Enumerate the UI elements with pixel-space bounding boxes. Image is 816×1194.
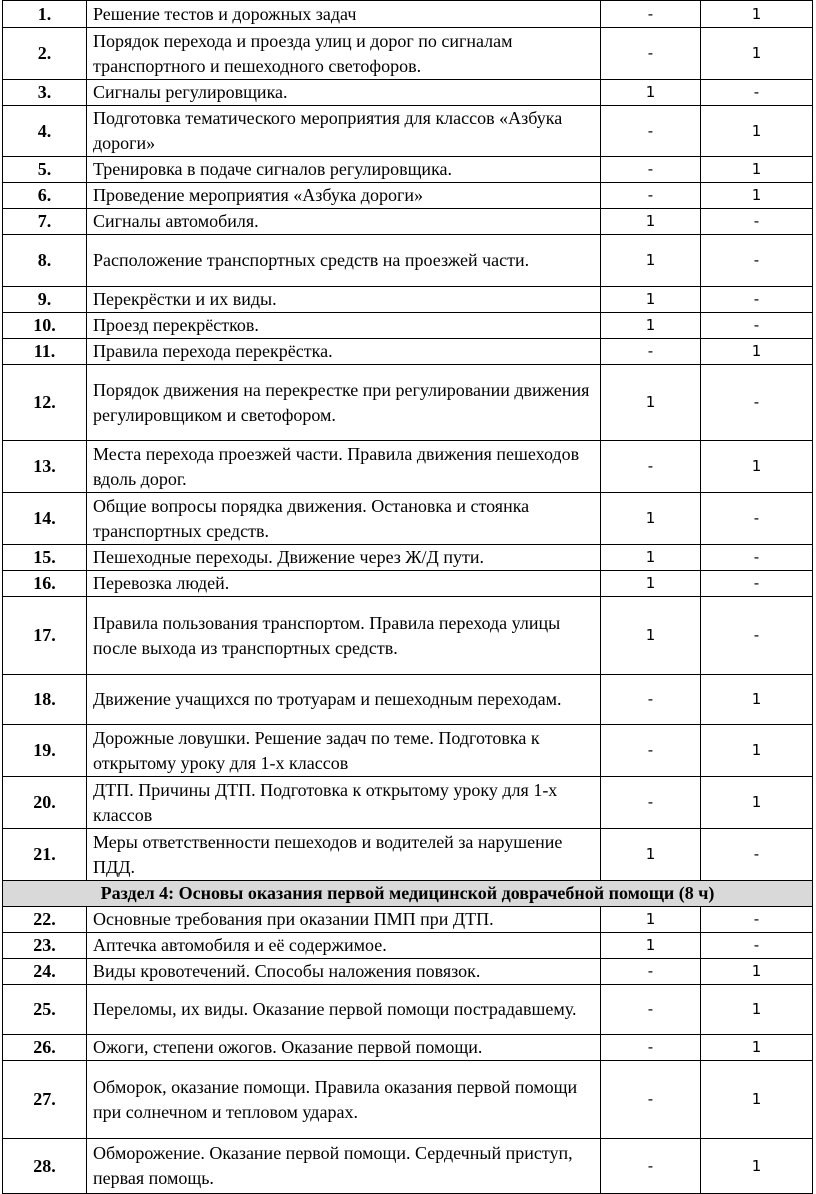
lesson-plan-table	[2, 0, 813, 1194]
theory-hours: 1	[601, 313, 701, 339]
lessons-section-4	[3, 907, 813, 1194]
practice-hours: -	[701, 829, 813, 881]
lesson-number: 7.	[3, 209, 87, 235]
lesson-number: 1.	[3, 1, 87, 28]
theory-hours: -	[601, 339, 701, 365]
practice-hours: 1	[701, 28, 813, 80]
theory-hours: -	[601, 28, 701, 80]
lesson-number: 28.	[3, 1139, 87, 1194]
lesson-number: 22.	[3, 907, 87, 933]
section-header-group	[3, 881, 813, 907]
lesson-topic: Пешеходные переходы. Движение через Ж/Д пути.	[87, 545, 601, 571]
lessons-section-3	[3, 1, 813, 881]
theory-hours: 1	[601, 829, 701, 881]
practice-hours: -	[701, 365, 813, 441]
practice-hours: -	[701, 933, 813, 959]
table-row	[3, 183, 813, 209]
table-row	[3, 545, 813, 571]
lesson-topic: Переломы, их виды. Оказание первой помощи пострадавшему.	[87, 985, 601, 1035]
practice-hours: -	[701, 80, 813, 106]
theory-hours: 1	[601, 597, 701, 675]
lesson-topic: Правила пользования транспортом. Правила перехода улицы после выхода из транспортных средств.	[87, 597, 601, 675]
lesson-number: 4.	[3, 106, 87, 157]
lesson-number: 26.	[3, 1035, 87, 1061]
practice-hours: 1	[701, 777, 813, 829]
lesson-number: 25.	[3, 985, 87, 1035]
table-row	[3, 1061, 813, 1139]
lesson-topic: Обморожение. Оказание первой помощи. Сердечный приступ, первая помощь.	[87, 1139, 601, 1194]
theory-hours: -	[601, 959, 701, 985]
table-row	[3, 725, 813, 777]
practice-hours: -	[701, 287, 813, 313]
lesson-topic: Виды кровотечений. Способы наложения повязок.	[87, 959, 601, 985]
theory-hours: -	[601, 441, 701, 493]
theory-hours: -	[601, 106, 701, 157]
table-row	[3, 959, 813, 985]
lesson-topic: ДТП. Причины ДТП. Подготовка к открытому уроку для 1-х классов	[87, 777, 601, 829]
lesson-topic: Меры ответственности пешеходов и водителей за нарушение ПДД.	[87, 829, 601, 881]
lesson-topic: Общие вопросы порядка движения. Остановка и стоянка транспортных средств.	[87, 493, 601, 545]
lesson-number: 10.	[3, 313, 87, 339]
table-row	[3, 777, 813, 829]
table-row	[3, 675, 813, 725]
lesson-number: 19.	[3, 725, 87, 777]
table-row	[3, 287, 813, 313]
theory-hours: 1	[601, 933, 701, 959]
lesson-topic: Сигналы автомобиля.	[87, 209, 601, 235]
table-row	[3, 28, 813, 80]
table-row	[3, 339, 813, 365]
theory-hours: 1	[601, 80, 701, 106]
lesson-topic: Правила перехода перекрёстка.	[87, 339, 601, 365]
lesson-topic: Аптечка автомобиля и её содержимое.	[87, 933, 601, 959]
theory-hours: -	[601, 725, 701, 777]
lesson-number: 3.	[3, 80, 87, 106]
lesson-topic: Тренировка в подаче сигналов регулировщика.	[87, 157, 601, 183]
lesson-topic: Сигналы регулировщика.	[87, 80, 601, 106]
lesson-number: 12.	[3, 365, 87, 441]
practice-hours: -	[701, 209, 813, 235]
practice-hours: 1	[701, 1, 813, 28]
practice-hours: 1	[701, 441, 813, 493]
theory-hours: -	[601, 777, 701, 829]
lesson-number: 5.	[3, 157, 87, 183]
lesson-topic: Расположение транспортных средств на проезжей части.	[87, 235, 601, 287]
theory-hours: -	[601, 1139, 701, 1194]
practice-hours: 1	[701, 1139, 813, 1194]
practice-hours: 1	[701, 675, 813, 725]
theory-hours: 1	[601, 545, 701, 571]
table-row	[3, 985, 813, 1035]
lesson-topic: Проведение мероприятия «Азбука дороги»	[87, 183, 601, 209]
lesson-topic: Движение учащихся по тротуарам и пешеходным переходам.	[87, 675, 601, 725]
practice-hours: -	[701, 907, 813, 933]
lesson-number: 6.	[3, 183, 87, 209]
lesson-topic: Перекрёстки и их виды.	[87, 287, 601, 313]
practice-hours: -	[701, 235, 813, 287]
theory-hours: 1	[601, 571, 701, 597]
lesson-number: 13.	[3, 441, 87, 493]
table-row	[3, 80, 813, 106]
table-row	[3, 313, 813, 339]
practice-hours: 1	[701, 1061, 813, 1139]
lesson-topic: Перевозка людей.	[87, 571, 601, 597]
theory-hours: 1	[601, 235, 701, 287]
table-row	[3, 1139, 813, 1194]
lesson-topic: Обморок, оказание помощи. Правила оказания первой помощи при солнечном и тепловом ударах.	[87, 1061, 601, 1139]
table-row	[3, 907, 813, 933]
theory-hours: -	[601, 1035, 701, 1061]
practice-hours: 1	[701, 959, 813, 985]
theory-hours: -	[601, 183, 701, 209]
table-row	[3, 933, 813, 959]
table-row	[3, 235, 813, 287]
lesson-topic: Решение тестов и дорожных задач	[87, 1, 601, 28]
table-row	[3, 829, 813, 881]
table-row	[3, 597, 813, 675]
table-row	[3, 209, 813, 235]
lesson-number: 11.	[3, 339, 87, 365]
practice-hours: -	[701, 597, 813, 675]
lesson-number: 8.	[3, 235, 87, 287]
section-header-row	[3, 881, 813, 907]
theory-hours: 1	[601, 209, 701, 235]
lesson-number: 2.	[3, 28, 87, 80]
practice-hours: 1	[701, 183, 813, 209]
lesson-topic: Подготовка тематического мероприятия для классов «Азбука дороги»	[87, 106, 601, 157]
practice-hours: 1	[701, 985, 813, 1035]
practice-hours: 1	[701, 339, 813, 365]
theory-hours: -	[601, 675, 701, 725]
lesson-number: 9.	[3, 287, 87, 313]
section-title: Раздел 4: Основы оказания первой медицинской доврачебной помощи (8 ч)	[3, 881, 813, 907]
practice-hours: 1	[701, 1035, 813, 1061]
lesson-number: 17.	[3, 597, 87, 675]
lesson-topic: Порядок движения на перекрестке при регулировании движения регулировщиком и светофором.	[87, 365, 601, 441]
lesson-number: 15.	[3, 545, 87, 571]
theory-hours: -	[601, 157, 701, 183]
practice-hours: -	[701, 571, 813, 597]
lesson-number: 23.	[3, 933, 87, 959]
lesson-number: 24.	[3, 959, 87, 985]
lesson-number: 20.	[3, 777, 87, 829]
practice-hours: 1	[701, 106, 813, 157]
table-row	[3, 571, 813, 597]
lesson-number: 21.	[3, 829, 87, 881]
table-row	[3, 493, 813, 545]
practice-hours: -	[701, 493, 813, 545]
lesson-number: 18.	[3, 675, 87, 725]
practice-hours: -	[701, 545, 813, 571]
practice-hours: -	[701, 313, 813, 339]
lesson-number: 27.	[3, 1061, 87, 1139]
theory-hours: 1	[601, 907, 701, 933]
table-row	[3, 106, 813, 157]
lesson-topic: Проезд перекрёстков.	[87, 313, 601, 339]
table-row	[3, 441, 813, 493]
lesson-number: 14.	[3, 493, 87, 545]
practice-hours: 1	[701, 725, 813, 777]
theory-hours: -	[601, 1061, 701, 1139]
lesson-topic: Ожоги, степени ожогов. Оказание первой помощи.	[87, 1035, 601, 1061]
theory-hours: 1	[601, 493, 701, 545]
lesson-topic: Порядок перехода и проезда улиц и дорог по сигналам транспортного и пешеходного светофоров.	[87, 28, 601, 80]
lesson-topic: Основные требования при оказании ПМП при ДТП.	[87, 907, 601, 933]
table-row	[3, 157, 813, 183]
lesson-topic: Места перехода проезжей части. Правила движения пешеходов вдоль дорог.	[87, 441, 601, 493]
lesson-topic: Дорожные ловушки. Решение задач по теме. Подготовка к открытому уроку для 1-х классов	[87, 725, 601, 777]
practice-hours: 1	[701, 157, 813, 183]
theory-hours: 1	[601, 365, 701, 441]
table-row	[3, 1, 813, 28]
table-row	[3, 1035, 813, 1061]
theory-hours: -	[601, 1, 701, 28]
theory-hours: -	[601, 985, 701, 1035]
table-row	[3, 365, 813, 441]
lesson-number: 16.	[3, 571, 87, 597]
theory-hours: 1	[601, 287, 701, 313]
